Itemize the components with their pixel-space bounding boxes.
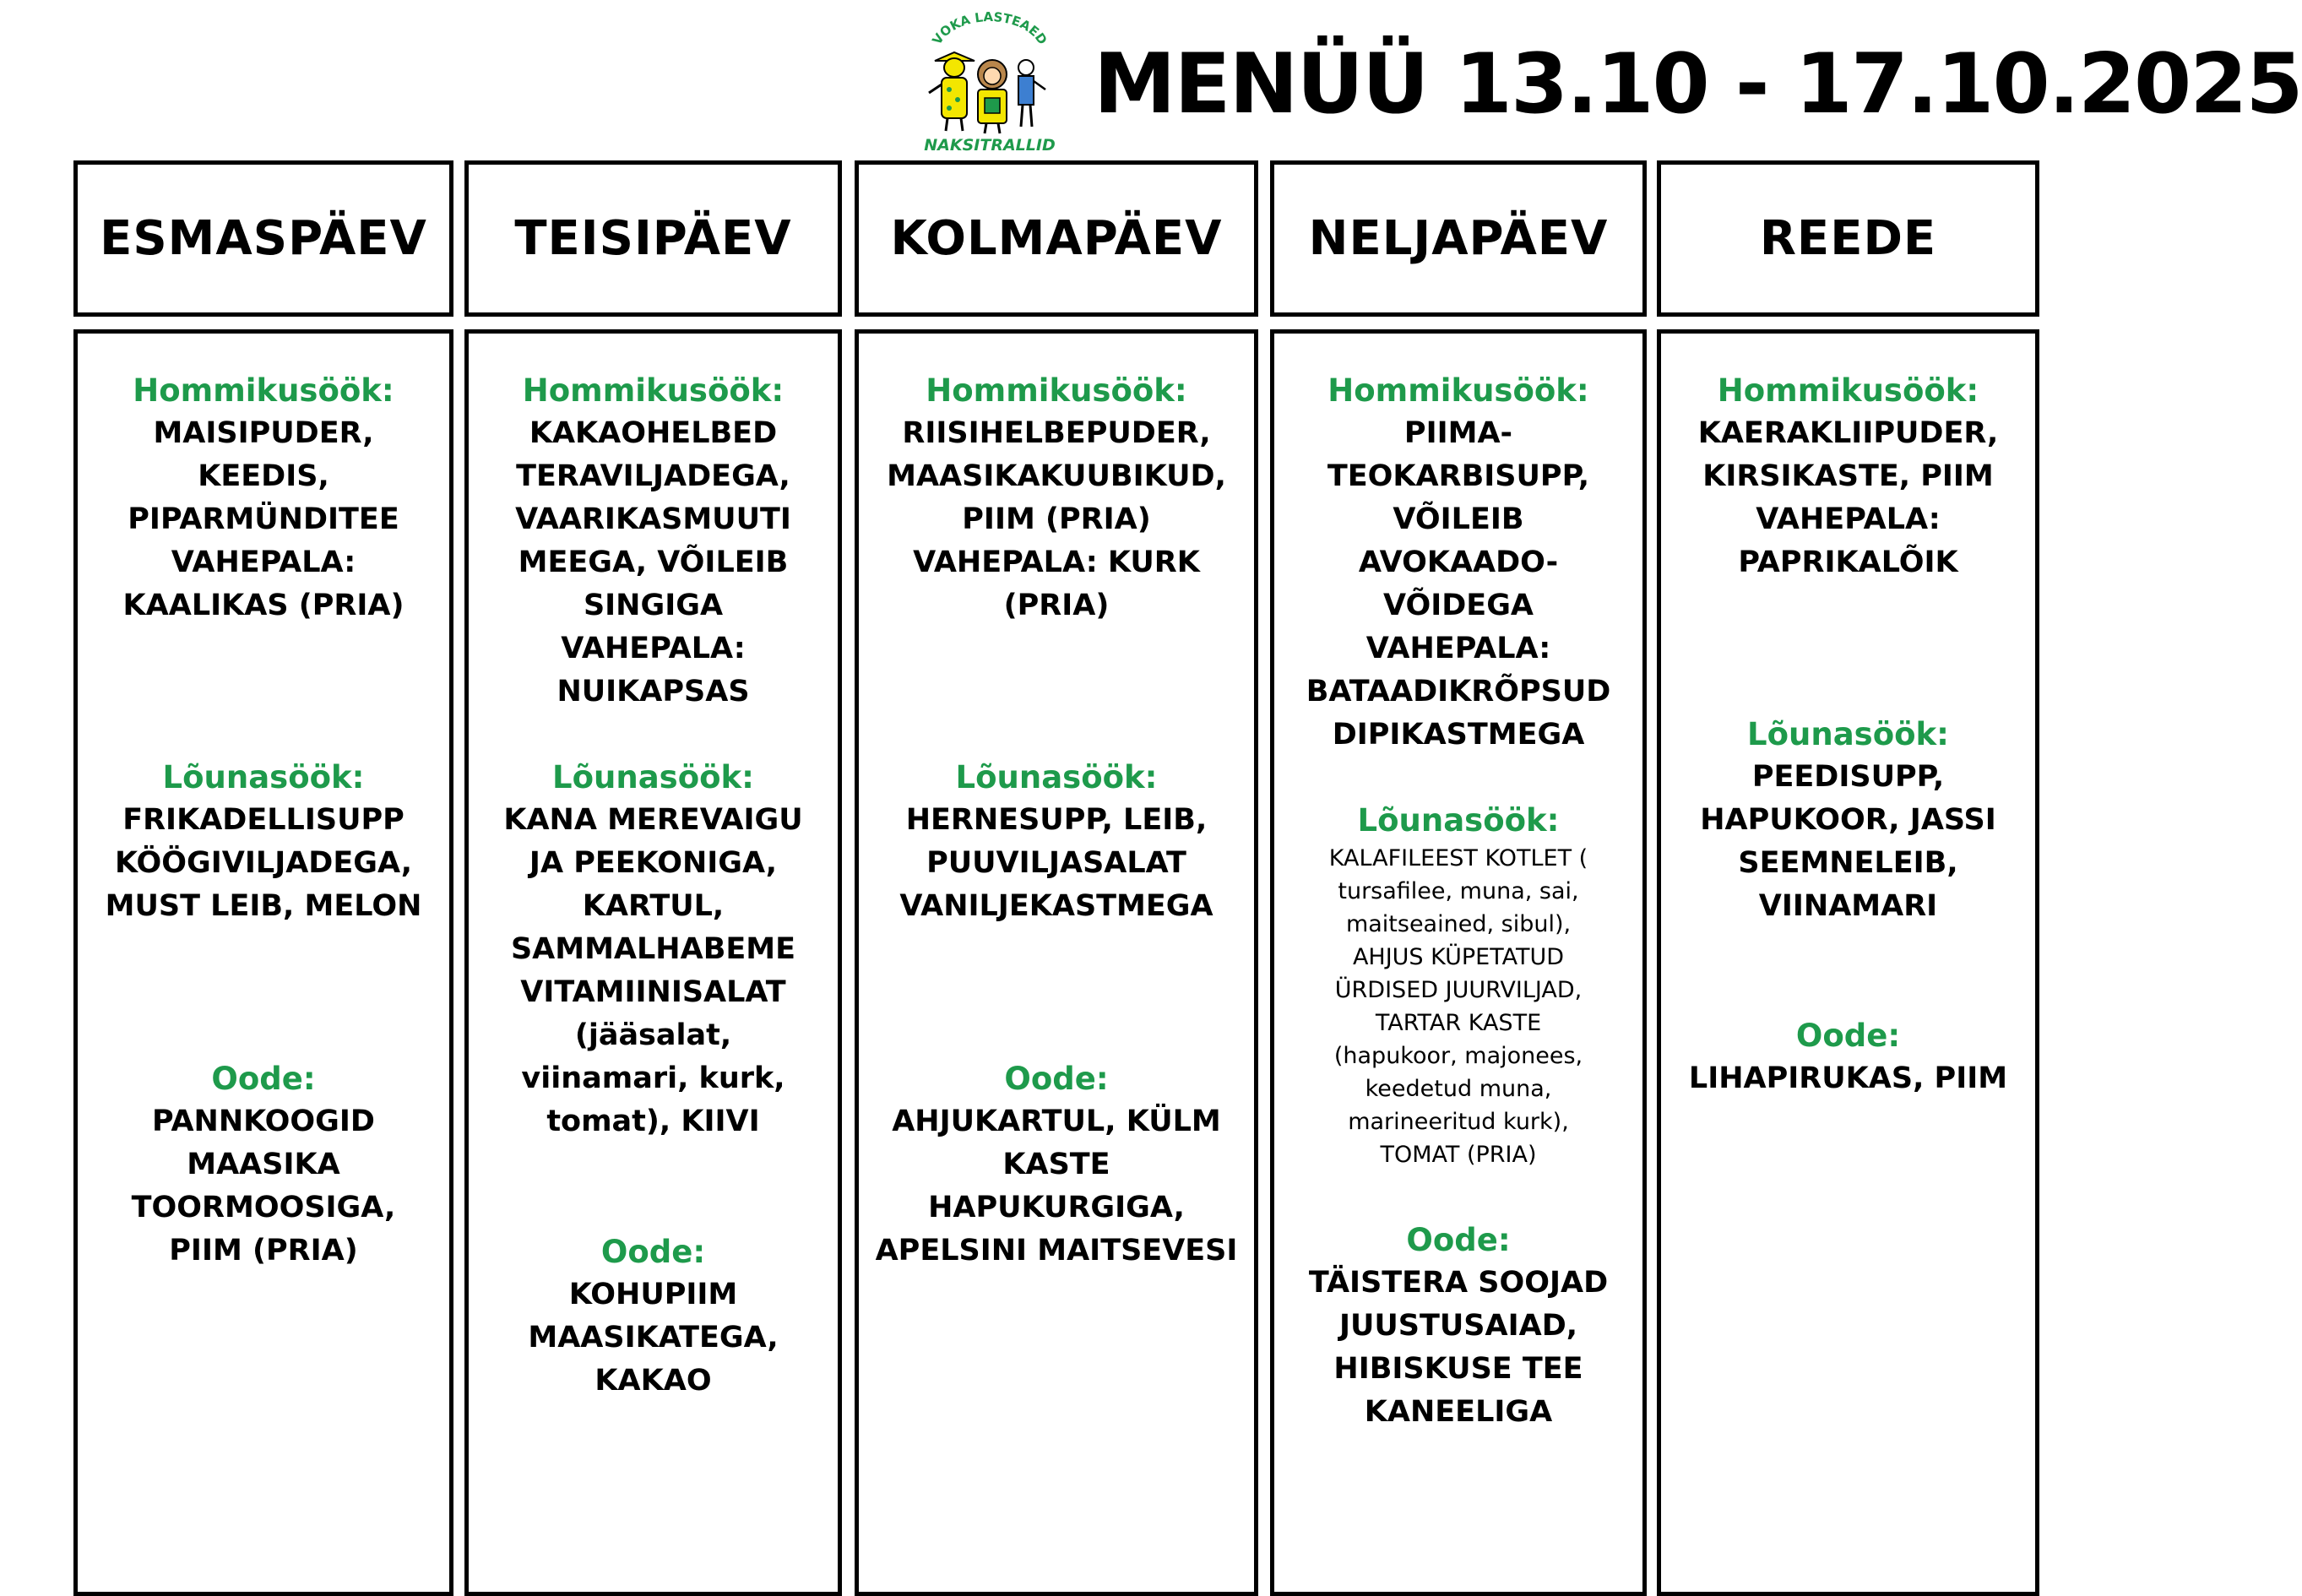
meal-label: Lõunasöök: xyxy=(1747,716,1949,752)
day-column-monday xyxy=(73,329,453,1596)
day-column-friday xyxy=(1657,329,2039,1596)
meal-text: KANA MEREVAIGU JA PEEKONIGA, KARTUL, SAMMALHABEME VITAMIINISALAT (jääsalat, viinamari, kurk, tomat), KIIVI xyxy=(503,803,803,1138)
meal-label: Lõunasöök: xyxy=(1357,802,1560,839)
meal-label: Oode: xyxy=(1795,1018,1901,1054)
page-title: MENÜÜ 13.10 - 17.10.2025 xyxy=(1094,36,2302,133)
meal-breakfast xyxy=(78,369,449,627)
logo-top-text: VOKA LASTEAED xyxy=(929,8,1051,48)
meal-lunch xyxy=(78,756,449,928)
meal-label: Oode: xyxy=(211,1061,316,1097)
meal-breakfast xyxy=(469,369,838,714)
day-column-wednesday xyxy=(855,329,1258,1596)
meal-lunch xyxy=(469,756,838,1143)
kindergarten-logo xyxy=(914,8,1066,156)
meal-text: PANNKOOGID MAASIKA TOORMOOSIGA, PIIM (PRIA) xyxy=(131,1105,396,1268)
meal-label: Lõunasöök: xyxy=(162,759,365,795)
meal-label: Lõunasöök: xyxy=(552,759,754,795)
meal-label: Oode: xyxy=(1406,1222,1511,1258)
meal-label: Hommikusöök: xyxy=(1327,372,1589,409)
meal-label: Hommikusöök: xyxy=(1717,372,1979,409)
meal-text: KALAFILEEST KOTLET ( tursafilee, muna, sai, maitseained, sibul), AHJUS KÜPETATUD ÜRDISED JUURVILJAD, TARTAR KASTE (hapukoor, majonees, keedetud muna, marineeritud kurk), TOMAT (PRIA) xyxy=(1328,845,1588,1168)
meal-text: FRIKADELLISUPP KÖÖGIVILJADEGA, MUST LEIB, MELON xyxy=(105,803,422,923)
meal-text: AHJUKARTUL, KÜLM KASTE HAPUKURGIGA, APELSINI MAITSEVESI xyxy=(875,1105,1238,1268)
meal-text: RIISIHELBEPUDER, MAASIKAKUUBIKUD, PIIM (PRIA) VAHEPALA: KURK (PRIA) xyxy=(887,416,1226,622)
meal-snack xyxy=(1661,1014,2035,1100)
meal-label: Lõunasöök: xyxy=(955,759,1158,795)
meal-text: MAISIPUDER, KEEDIS, PIPARMÜNDITEE VAHEPALA: KAALIKAS (PRIA) xyxy=(122,416,404,622)
meal-lunch xyxy=(859,756,1254,928)
meal-label: Hommikusöök: xyxy=(522,372,785,409)
day-header-wednesday: KOLMAPÄEV xyxy=(855,160,1258,317)
svg-text:VOKA LASTEAED xyxy=(929,9,1050,47)
logo-image xyxy=(914,8,1066,156)
meal-text: TÄISTERA SOOJAD JUUSTUSAIAD, HIBISKUSE TEE KANEELIGA xyxy=(1308,1266,1609,1429)
logo-bottom-text: NAKSITRALLID xyxy=(924,136,1056,155)
meal-lunch xyxy=(1274,799,1642,1171)
meal-text: PEEDISUPP, HAPUKOOR, JASSI SEEMNELEIB, VIINAMARI xyxy=(1700,760,1996,923)
meal-text: KAERAKLIIPUDER, KIRSIKASTE, PIIM VAHEPALA: PAPRIKALÕIK xyxy=(1697,416,1999,579)
meal-lunch xyxy=(1661,713,2035,928)
meal-text: HERNESUPP, LEIB, PUUVILJASALAT VANILJEKASTMEGA xyxy=(899,803,1213,923)
day-header-thursday: NELJAPÄEV xyxy=(1270,160,1647,317)
meal-snack xyxy=(469,1230,838,1403)
meal-snack xyxy=(1274,1219,1642,1434)
meal-snack xyxy=(78,1057,449,1273)
meal-snack xyxy=(859,1057,1254,1273)
meal-label: Oode: xyxy=(1004,1061,1109,1097)
meal-label: Hommikusöök: xyxy=(133,372,394,409)
day-column-thursday xyxy=(1270,329,1647,1596)
meal-label: Hommikusöök: xyxy=(926,372,1187,409)
meal-breakfast xyxy=(1274,369,1642,757)
day-header-tuesday: TEISIPÄEV xyxy=(464,160,842,317)
meal-text: KOHUPIIM MAASIKATEGA, KAKAO xyxy=(528,1278,779,1398)
meal-text: LIHAPIRUKAS, PIIM xyxy=(1688,1061,2008,1095)
meal-text: KAKAOHELBED TERAVILJADEGA, VAARIKASMUUTI MEEGA, VÕILEIB SINGIGA VAHEPALA: NUIKAPSAS xyxy=(515,416,791,708)
day-header-friday: REEDE xyxy=(1657,160,2039,317)
meal-text: PIIMA- TEOKARBISUPP, VÕILEIB AVOKAADO- VÕIDEGA VAHEPALA: BATAADIKRÕPSUD DIPIKASTMEGA xyxy=(1306,416,1611,752)
meal-label: Oode: xyxy=(600,1234,706,1270)
meal-breakfast xyxy=(1661,369,2035,584)
day-header-monday: ESMASPÄEV xyxy=(73,160,453,317)
day-column-tuesday xyxy=(464,329,842,1596)
meal-breakfast xyxy=(859,369,1254,627)
